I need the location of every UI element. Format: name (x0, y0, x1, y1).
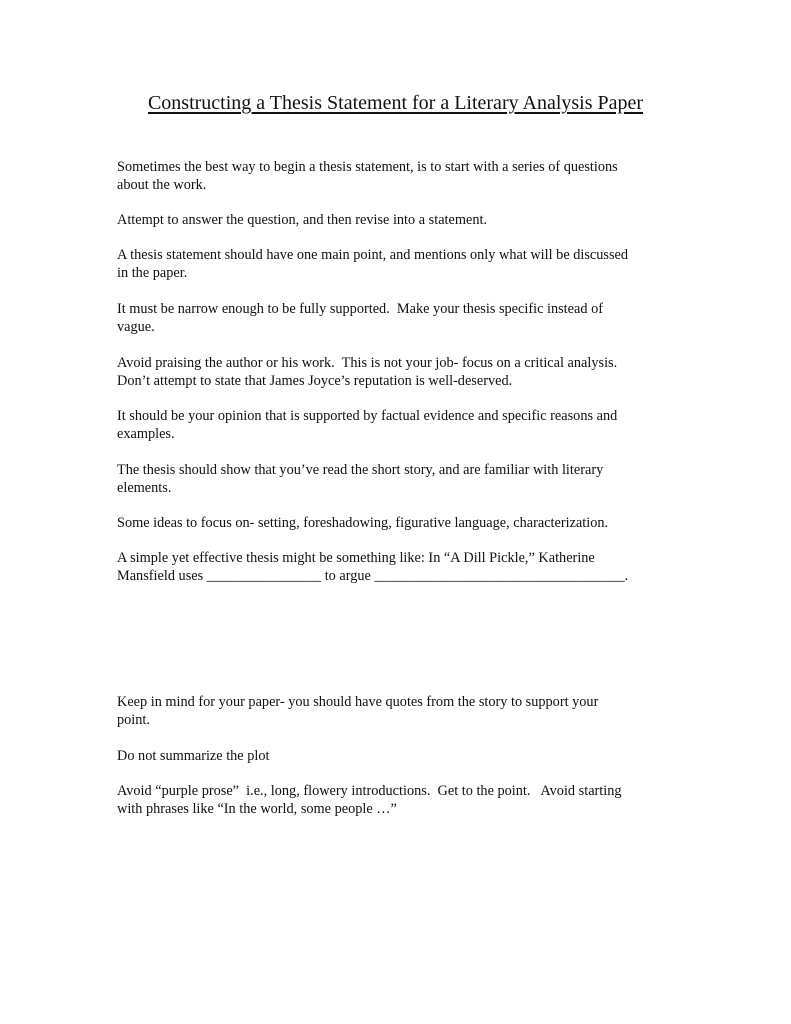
paragraph-ideas: Some ideas to focus on- setting, foreshadowing, figurative language, characterization. (117, 515, 609, 531)
paragraph-literary-elements: The thesis should show that you’ve read the short story, and are familiar with literary elements. (117, 462, 604, 496)
paragraph-narrow: It must be narrow enough to be fully supported. Make your thesis specific instead of vague. (117, 301, 603, 335)
paragraph-answer: Attempt to answer the question, and then revise into a statement. (117, 212, 488, 228)
paragraph-avoid-praising: Avoid praising the author or his work. This is not your job- focus on a critical analysis. Don’t attempt to state that James Joyce’s reputation is well-deserved. (117, 355, 618, 389)
paragraph-purple-prose: Avoid “purple prose” i.e., long, flowery introductions. Get to the point. Avoid starting with phrases like “In the world, some people …” (117, 783, 622, 817)
paragraph-main-point: A thesis statement should have one main point, and mentions only what will be discussed in the paper. (117, 247, 629, 281)
paragraph-questions: Sometimes the best way to begin a thesis statement, is to start with a series of questions about the work. (117, 159, 618, 193)
paragraph-example-thesis: A simple yet effective thesis might be something like: In “A Dill Pickle,” Katherine Mansfield uses ________________ to argue ___________________________________. (117, 550, 629, 584)
document-title: Constructing a Thesis Statement for a Literary Analysis Paper (147, 92, 644, 114)
paragraph-no-summary: Do not summarize the plot (117, 748, 270, 764)
paragraph-quotes: Keep in mind for your paper- you should have quotes from the story to support your point. (117, 694, 599, 728)
paragraph-opinion: It should be your opinion that is supported by factual evidence and specific reasons and examples. (117, 408, 618, 442)
